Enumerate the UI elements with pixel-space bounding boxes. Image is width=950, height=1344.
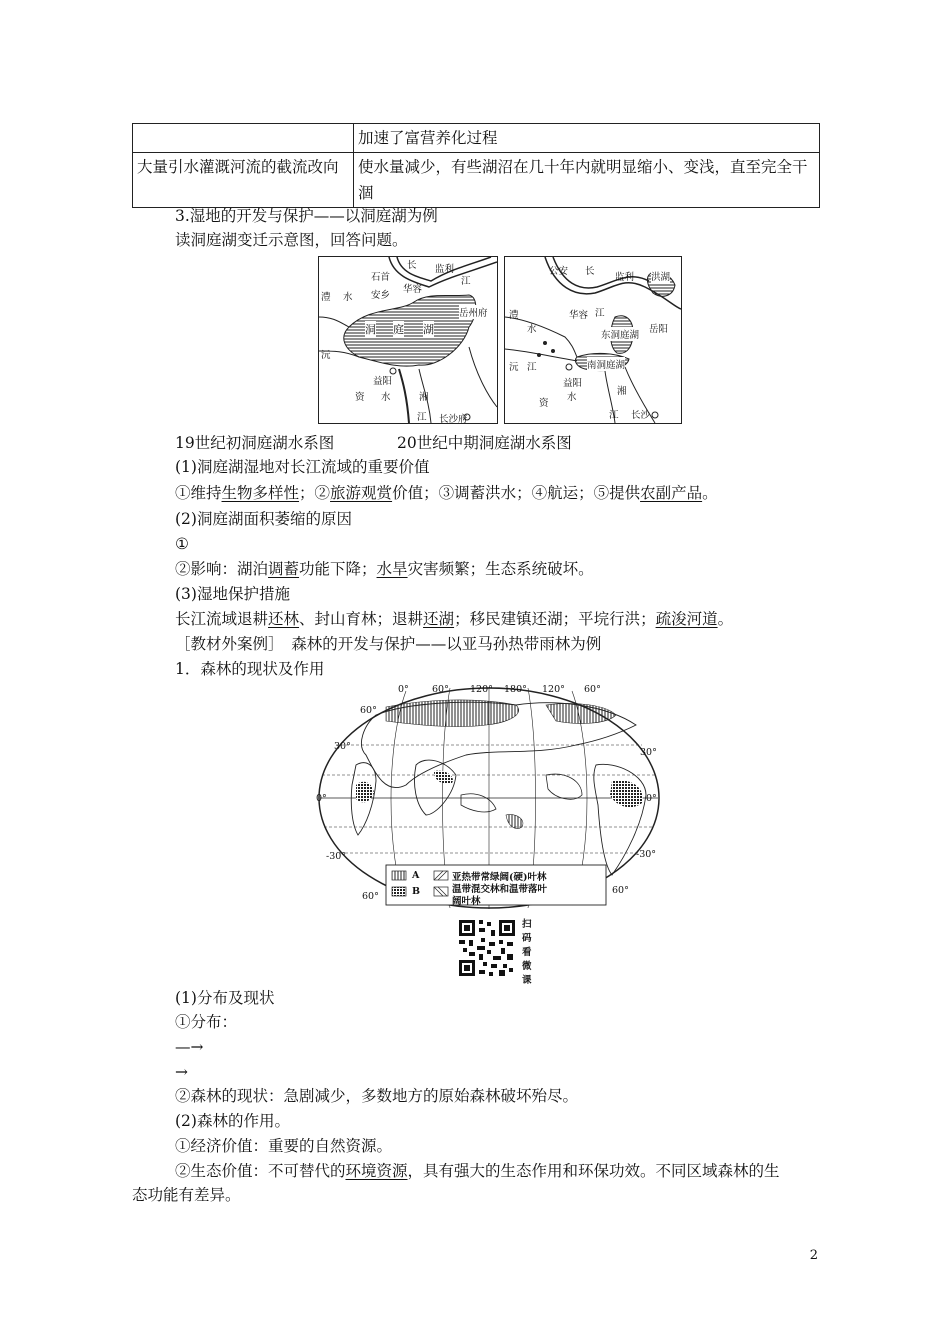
answer-blank: 环境资源 — [345, 1162, 408, 1180]
lat-label: -30° — [636, 849, 657, 860]
answer-blank: 还林 — [268, 610, 300, 628]
answer-blank: 农副产品 — [640, 484, 703, 502]
lat-label: 60° — [360, 705, 377, 716]
lat-label: 60° — [612, 885, 629, 896]
table-cell — [133, 124, 354, 153]
lon-label: 120° — [470, 684, 493, 695]
q3-text: 长江流域退耕 — [175, 610, 269, 628]
map-label: 岳阳 — [649, 324, 669, 335]
map-label: 岳州府 — [459, 305, 488, 319]
map-label: 沅 — [321, 350, 331, 361]
map-label: 水 — [343, 292, 353, 303]
table-row — [133, 124, 820, 153]
qr-caption: 扫码看微课 — [522, 919, 532, 986]
legend-label: A — [412, 870, 420, 881]
legend-label: 温带混交林和温带落叶 — [452, 884, 548, 895]
q1-text: ①维持 — [175, 484, 222, 502]
map-label: 湘 — [419, 392, 429, 403]
map-label: 澧 — [509, 310, 519, 321]
q1-text: 。 — [702, 484, 718, 502]
map-label: 澧 — [321, 292, 331, 303]
map-label: 长沙 — [631, 410, 651, 421]
map-label: 湘 — [617, 386, 627, 397]
q1-text: ；② — [299, 484, 331, 502]
answer-blank: 疏浚河道 — [655, 610, 718, 628]
comparison-table — [132, 123, 820, 208]
map-label: 江 — [527, 362, 537, 373]
map-label: 益阳 — [563, 378, 583, 389]
q3-text: 。 — [717, 610, 734, 628]
qr-code-icon — [457, 918, 517, 978]
p2-title: (2)森林的作用。 — [175, 1112, 290, 1130]
lon-label: 0° — [398, 684, 409, 695]
lat-label: 30° — [640, 747, 657, 758]
answer-blank: 调蓄 — [268, 560, 300, 578]
q1-answer — [175, 482, 718, 504]
map2-caption: 20世纪中期洞庭湖水系图 — [397, 434, 572, 452]
map-label: 公安 — [549, 266, 569, 277]
table-cell: 大量引水灌溉河流的截流改向 — [133, 153, 354, 208]
p1-item2: ②森林的现状：急剧减少，多数地方的原始森林破坏殆尽。 — [175, 1087, 579, 1105]
map-label: 庭 — [393, 323, 404, 336]
map-label: 安乡 — [371, 290, 391, 301]
table-row — [133, 153, 820, 208]
map-label: 湖 — [423, 323, 434, 336]
q2-title: (2)洞庭湖面积萎缩的原因 — [175, 510, 352, 528]
q3-title: (3)湿地保护措施 — [175, 585, 290, 603]
lat-label: 30° — [334, 741, 351, 752]
map-label: 资 — [355, 392, 365, 403]
map-label: 洞 — [365, 323, 376, 336]
lat-label: 0° — [316, 793, 327, 804]
map-label: 江 — [417, 412, 427, 423]
qr-code[interactable] — [457, 918, 517, 978]
page-number: 2 — [809, 1248, 818, 1263]
flow-arrow: → — [175, 1063, 188, 1081]
legend-label: 亚热带常绿阔(硬)叶林 — [452, 872, 547, 883]
answer-blank: 还湖 — [423, 610, 455, 628]
lon-label: 120° — [542, 684, 565, 695]
lat-label: -30° — [326, 851, 347, 862]
p2-item1: ①经济价值：重要的自然资源。 — [175, 1137, 393, 1155]
map-label: 石首 — [371, 272, 391, 283]
p2-text: ，具有强大的生态作用和环保功效。不同区域森林的生 — [407, 1162, 780, 1180]
map-label: 江 — [609, 410, 619, 421]
p1-title: (1)分布及现状 — [175, 989, 275, 1007]
map1-caption: 19世纪初洞庭湖水系图 — [175, 434, 335, 452]
map-label: 长 — [407, 260, 417, 271]
q2-text: 灾害频繁；生态系统破坏。 — [407, 560, 594, 578]
q2-text: 功能下降； — [299, 560, 377, 578]
p1-item1: ①分布： — [175, 1013, 238, 1031]
answer-blank: 水旱 — [376, 560, 408, 578]
section-heading: 3.湿地的开发与保护——以洞庭湖为例 — [175, 207, 438, 225]
map-label: 水 — [381, 392, 391, 403]
q2-text: ②影响：湖泊 — [175, 560, 269, 578]
map-label: 长 — [585, 266, 595, 277]
legend-label: B — [412, 886, 421, 897]
p2-item2 — [175, 1160, 780, 1182]
map-label: 南洞庭湖 — [587, 357, 625, 371]
case-heading: ［教材外案例］ 森林的开发与保护——以亚马孙热带雨林为例 — [175, 635, 602, 653]
map-label: 东洞庭湖 — [601, 327, 639, 341]
q2-item1: ① — [175, 535, 189, 553]
map-label: 洪湖 — [651, 269, 670, 283]
p2-text: ②生态价值：不可替代的 — [175, 1162, 346, 1180]
map-label: 益阳 — [373, 376, 393, 387]
lat-label: 0° — [646, 793, 657, 804]
q1-title: (1)洞庭湖湿地对长江流域的重要价值 — [175, 458, 430, 476]
q1-text: 价值；③调蓄洪水；④航运；⑤提供 — [392, 484, 641, 502]
dongting-map-19c — [318, 256, 498, 424]
dongting-map-20c — [504, 256, 682, 424]
intro-text: 读洞庭湖变迁示意图，回答问题。 — [175, 231, 408, 249]
q3-answer — [175, 608, 733, 630]
case-subheading: 1．森林的现状及作用 — [175, 660, 325, 678]
answer-blank: 旅游观赏 — [330, 484, 393, 502]
lat-label: 60° — [362, 891, 379, 902]
map-label: 资 — [539, 398, 549, 409]
map-label: 监利 — [435, 264, 455, 275]
lon-label: 180° — [504, 684, 527, 695]
map-label: 华容 — [403, 284, 423, 295]
map-label: 江 — [461, 276, 471, 287]
q3-text: ；移民建镇还湖；平垸行洪； — [454, 610, 656, 628]
table-cell: 使水量减少，有些湖沼在几十年内就明显缩小、变浅，直至完全干涸 — [354, 153, 820, 208]
map-label: 长沙府 — [439, 414, 468, 425]
map-label: 沅 — [509, 362, 519, 373]
q3-text: 、封山育林；退耕 — [299, 610, 424, 628]
q2-answer — [175, 558, 594, 580]
map-label: 江 — [595, 308, 605, 319]
world-forest-map — [316, 685, 662, 911]
answer-blank: 生物多样性 — [221, 484, 300, 502]
legend-label: 阔叶林 — [452, 896, 481, 907]
table-cell: 加速了富营养化过程 — [354, 124, 820, 153]
lon-label: 60° — [432, 684, 449, 695]
map-label: 华容 — [569, 310, 589, 321]
map-label: 水 — [527, 324, 537, 335]
map-label: 监利 — [615, 272, 635, 283]
map-label: 水 — [567, 392, 577, 403]
p2-item2-cont: 态功能有差异。 — [132, 1186, 241, 1204]
lon-label: 60° — [584, 684, 601, 695]
flow-arrow: —→ — [175, 1038, 204, 1056]
